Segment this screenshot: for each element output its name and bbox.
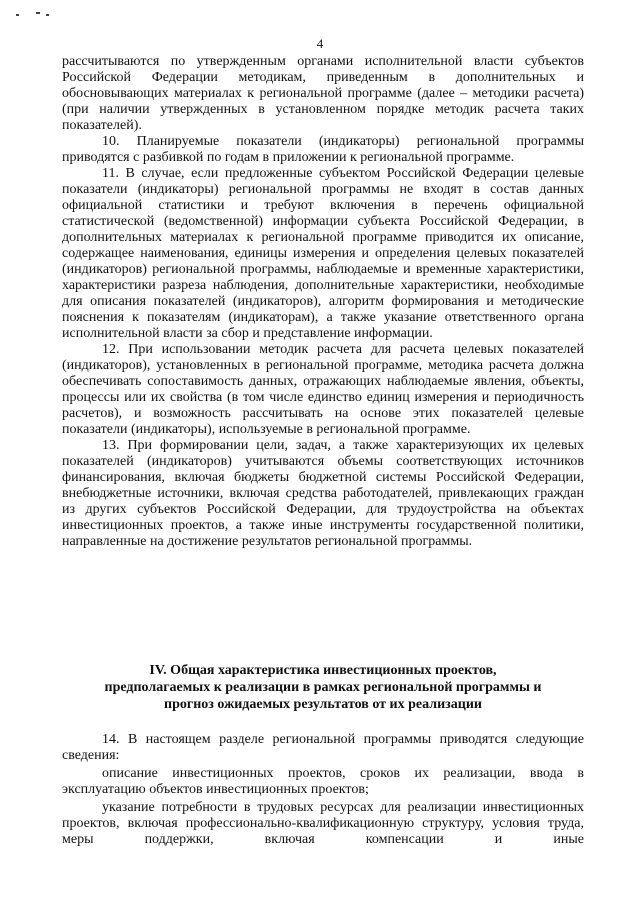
section-text [62, 732, 584, 850]
section-heading-line-2: предполагаемых к реализации в рамках региональной программы и [104, 680, 542, 695]
section-heading-line-3: прогноз ожидаемых результатов от их реализации [164, 697, 482, 712]
paragraph-13: 13. При формировании цели, задач, а также характеризующих их целевых показателей (индикаторов) учитываются объемы соответствующих источников финансирования, включая бюджеты бюджетной системы Российской Федерации, внебюджетные источники, включая средства работодателей, привлекающих граждан из других субъектов Российской Федерации, для трудоустройства на объектах инвестиционных проектов, а также иные инструменты государственной политики, направленные на достижение результатов региональной программы. [62, 438, 584, 549]
paragraph-continuation: рассчитываются по утвержденным органами исполнительной власти субъектов Российской Федерации методикам, приведенным в дополнительных и обосновывающих материалах к региональной программе (далее – методики расчета) (при наличии утвержденных в установленном порядке методик расчета таких показателей). [62, 54, 584, 133]
body-text [62, 54, 584, 550]
paragraph-10: 10. Планируемые показатели (индикаторы) региональной программы приводятся с разбивкой по годам в приложении к региональной программе. [62, 134, 584, 165]
section-heading-line-1: IV. Общая характеристика инвестиционных проектов, [149, 663, 497, 678]
paragraph-14: 14. В настоящем разделе региональной программы приводятся следующие сведения: [62, 732, 584, 763]
scan-marks [16, 10, 56, 20]
paragraph-11: 11. В случае, если предложенные субъектом Российской Федерации целевые показатели (индикаторы) региональной программы не входят в состав данных официальной статистики и требуют включения в перечень официальной статистической (ведомственной) информации субъекта Российской Федерации, в дополнительных материалах к региональной программе приводится их описание, содержащее наименования, единицы измерения и определения целевых показателей (индикаторов) региональной программы, наблюдаемые и временные характеристики, характеристики разреза наблюдения, дополнительные характеристики, необходимые для описания показателей (индикаторов), алгоритм формирования и методические пояснения к показателям (индикаторам), а также указание ответственного органа исполнительной власти за сбор и представление информации. [62, 166, 584, 341]
page-number: 4 [316, 36, 324, 51]
paragraph-14-item-projects: описание инвестиционных проектов, сроков их реализации, ввода в эксплуатацию объектов инвестиционных проектов; [62, 766, 584, 797]
paragraph-12: 12. При использовании методик расчета для расчета целевых показателей (индикаторов), установленных в региональной программе, методика расчета должна обеспечивать сопоставимость данных, отражающих наблюдаемые явления, объекты, процессы или их свойства (в том числе единство единиц измерения и периодичность расчетов), и возможность рассчитывать на основе этих показателей целевые показатели (индикаторы), используемые в региональной программе. [62, 342, 584, 437]
section-heading [62, 662, 584, 713]
paragraph-14-item-labor: указание потребности в трудовых ресурсах для реализации инвестиционных проектов, включая профессионально-квалификационную структуру, условия труда, меры поддержки, включая компенсации и иные [62, 800, 584, 847]
